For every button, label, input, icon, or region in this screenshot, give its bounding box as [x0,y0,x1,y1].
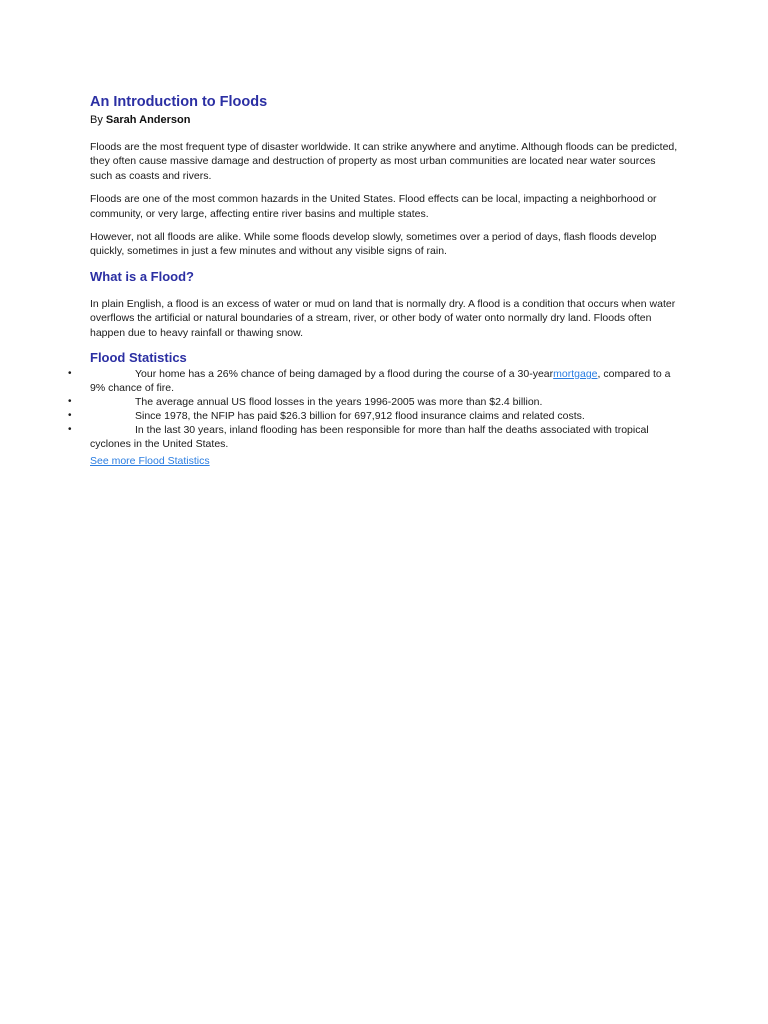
bullet-glyph: • [68,396,72,408]
list-item [68,395,680,409]
stat-text: Since 1978, the NFIP has paid $26.3 billion for 697,912 flood insurance claims and related costs. [135,410,585,423]
see-more-flood-statistics-link[interactable]: See more Flood Statistics [90,455,210,468]
list-item [68,423,680,451]
byline [90,112,680,128]
article-title: An Introduction to Floods [90,94,268,110]
mortgage-link[interactable]: mortgage [553,368,598,381]
intro-paragraph-1: Floods are the most frequent type of disaster worldwide. It can strike anywhere and anytime. Although floods can be predicted, they often cause massive damage and destruction of property as most urban communities are located near water sources such as coasts and rivers. [90,141,678,182]
section-heading-what-is-a-flood: What is a Flood? [90,268,194,284]
bullet-glyph: • [68,368,72,380]
intro-paragraph-2: Floods are one of the most common hazards in the United States. Flood effects can be local, impacting a neighborhood or community, or very large, affecting entire river basins and multiple states. [90,193,657,220]
stat-text: In the last 30 years, inland flooding has been responsible for more than half the deaths associated with tropical cyclones in the United States. [90,424,649,451]
stat-text: , compared to a 9% chance of fire. [90,368,671,395]
author-name: Sarah Anderson [105,114,191,126]
list-item [68,409,680,423]
list-item [68,367,680,395]
what-is-a-flood-paragraph: In plain English, a flood is an excess of water or mud on land that is normally dry. A flood is a condition that occurs when water overflows the artificial or natural boundaries of a stream, river, or other body of water onto normally dry land. Floods often happen due to heavy rainfall or thawing snow. [90,297,676,339]
bullet-glyph: • [68,424,72,436]
article [68,92,680,469]
intro-paragraph-3: However, not all floods are alike. While some floods develop slowly, sometimes over a period of days, flash floods develop quickly, sometimes in just a few minutes and without any visible signs of rain. [90,231,657,258]
stat-text: The average annual US flood losses in the years 1996-2005 was more than $2.4 billion. [135,396,543,409]
bullet-glyph: • [68,410,72,422]
flood-statistics-list [68,367,680,451]
section-heading-flood-statistics: Flood Statistics [90,350,187,366]
byline-prefix: By [90,114,106,126]
stat-text: Your home has a 26% chance of being damaged by a flood during the course of a 30-year [135,368,554,381]
